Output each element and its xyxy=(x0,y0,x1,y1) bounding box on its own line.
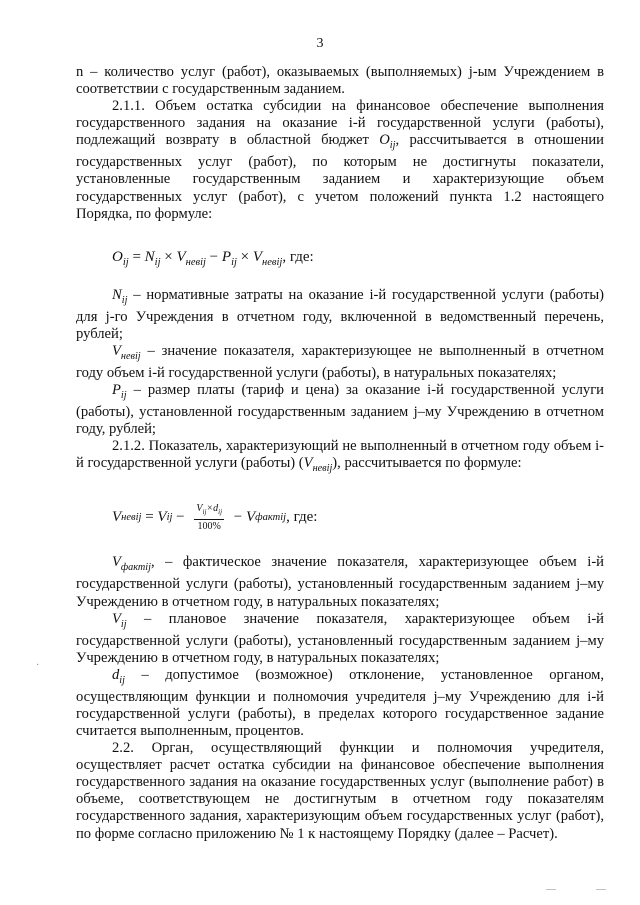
paragraph-2-2: 2.2. Орган, осуществляющий функции и полномочия учредителя, осуществляет расчет остатка субсидии на финансовое обеспечение выполнения государственного задания на оказание государственных услуг (выполнение работ) в объеме, соответствующем не достигнутым в отчетном году показателям государственного задания, характеризующим объем государственных услуг (работ), по форме согласно приложению № 1 к настоящему Порядку (далее – Расчет). xyxy=(76,740,604,842)
definition-vij: $V_{ij}$ – плановое значение показателя, характеризующее объем i-й государственной услуги (работы), установленный государственным заданием j–му Учреждению в отчетном году, в натуральных показателях; xyxy=(76,610,604,666)
formula-oij: $O_{ij} = N_{ij} \times V_{невij} - P_{ij} \times V_{невij}$, где: xyxy=(112,248,314,268)
definition-vfakt: $V_{фактij}$, – фактическое значение показателя, характеризующее объем i-й государственной услуги (работы), установленный государственным заданием j–му Учреждению в отчетном году, в натуральных показателях; xyxy=(76,554,604,610)
definition-nij: $N_{ij}$ – нормативные затраты на оказание i-й государственной услуги (работы) для j-го Учреждения в отчетном году, включенной в ведомственный перечень, рублей; xyxy=(76,286,604,342)
paragraph-n-definition: n – количество услуг (работ), оказываемых (выполняемых) j-ым Учреждением в соответствии с государственным заданием. xyxy=(76,64,604,98)
document-body xyxy=(76,64,604,843)
definition-pij: $P_{ij}$ – размер платы (тариф и цена) за оказание i-й государственной услуги (работы), установленной государственным заданием j–му Учреждению в отчетном году, рублей; xyxy=(76,382,604,438)
text-run: 2.1.1. Объем остатка субсидии на финансовое обеспечение выполнения государственного задания на оказание i-й государственной услуги (работы), подлежащий возврату в областной бюджет xyxy=(76,98,604,149)
margin-dot: · xyxy=(36,660,40,671)
symbol-oij: $O_{ij}$ xyxy=(379,132,396,152)
formula-vnev: V невij = V ij − $\frac{V_{ij}\times d_{ij}}{100\%}$ − V фактij , где: xyxy=(112,503,318,533)
paragraph-2-1-2: 2.1.2. Показатель, характеризующий не выполненный в отчетном году объем i-й государственной услуги (работы) $(V_{невij})$, рассчитывается по формуле: xyxy=(76,438,604,475)
fraction: $\frac{V_{ij}\times d_{ij}}{100\%}$ xyxy=(196,503,223,533)
scan-mark: — xyxy=(596,884,606,895)
scan-mark: — xyxy=(546,884,556,895)
definition-dij: $d_{ij}$ – допустимое (возможное) отклонение, установленное органом, осуществляющим функции и полномочия учредителя j–му Учреждению для i-й государственной услуги (работы), в пределах которого государственное задание считается выполненным, процентов. xyxy=(76,666,604,739)
text-run: , рассчитывается в отношении государственных услуг (работ), по которым не достигнуты показатели, установленные государственным заданием и характеризующие объем государственных услуг (работ), с учетом положений пункта 1.2 настоящего Порядка, по формуле: xyxy=(76,132,604,222)
definition-vnev: $V_{невij}$ – значение показателя, характеризующее не выполненный в отчетном году объем i-й государственной услуги (работы), в натуральных показателях; xyxy=(76,343,604,382)
paragraph-2-1-1 xyxy=(76,98,604,223)
page-number: 3 xyxy=(316,36,324,51)
